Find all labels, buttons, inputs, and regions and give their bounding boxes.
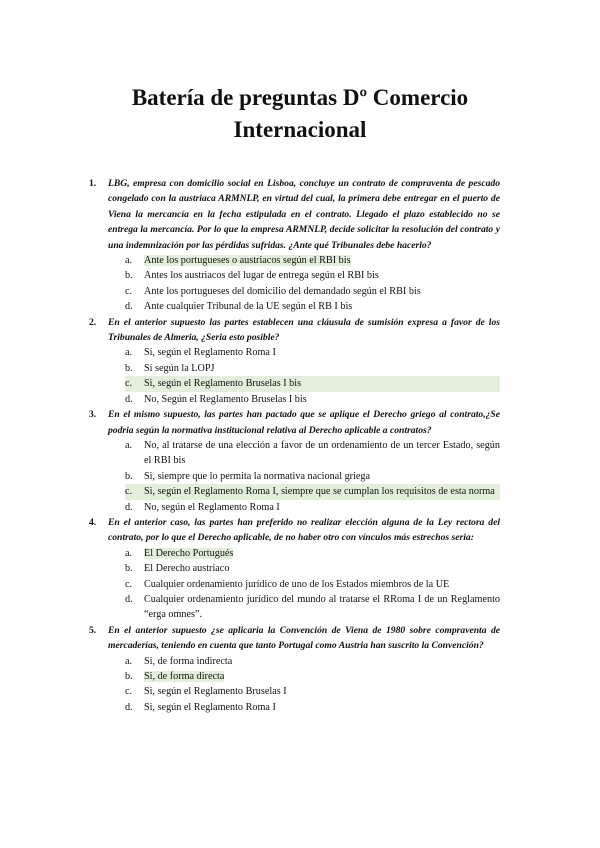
option-text: Si, de forma indirecta <box>144 655 233 667</box>
page-title <box>0 82 600 146</box>
option-letter: d. <box>125 593 133 605</box>
option-4c <box>125 577 500 592</box>
question-text: En el mismo supuesto, las partes han pactado que se aplique el Derecho griego al contrato,¿Se podria según la normativa institucional relativa al Derecho aplicable a contratos? <box>108 409 500 436</box>
option-letter: d. <box>125 701 133 713</box>
option-5a <box>125 654 500 669</box>
question-number: 3. <box>89 409 97 421</box>
option-list <box>108 438 500 515</box>
option-2c <box>125 376 500 391</box>
option-text: Si, según el Reglamento Bruselas I <box>144 686 287 698</box>
option-2a <box>125 345 500 360</box>
option-text: Si, según el Reglamento Roma I <box>144 701 276 713</box>
option-letter: c. <box>125 486 133 498</box>
option-1b <box>125 268 500 283</box>
option-letter: b. <box>125 362 133 374</box>
option-letter: b. <box>125 270 133 282</box>
option-2b <box>125 361 500 376</box>
highlighted-answer: El Derecho Portugués <box>144 547 234 559</box>
question-number: 1. <box>89 178 97 189</box>
option-letter: d. <box>125 501 133 513</box>
option-text: No, Según el Reglamento Bruselas I bis <box>144 393 307 405</box>
option-text: El Derecho austriaco <box>144 563 230 575</box>
option-text: Si según la LOPJ <box>144 362 215 374</box>
option-3c <box>125 484 500 499</box>
option-list <box>108 253 500 315</box>
option-letter: c. <box>125 578 133 590</box>
option-text: Si, siempre que lo permita la normativa nacional griega <box>144 470 371 482</box>
question-number: 2. <box>89 316 97 328</box>
option-letter: c. <box>125 378 133 390</box>
question-4 <box>89 515 500 623</box>
option-5b <box>125 669 500 684</box>
option-text: Si, según el Reglamento Roma I <box>144 347 276 359</box>
option-list <box>108 345 500 407</box>
option-text: Ante los portugueses del domicilio del demandado según el RBI bis <box>144 285 421 297</box>
option-letter: a. <box>125 547 133 559</box>
option-3a <box>125 438 500 469</box>
option-letter: d. <box>125 301 133 313</box>
option-letter: a. <box>125 347 133 359</box>
option-3b <box>125 469 500 484</box>
option-letter: c. <box>125 686 133 698</box>
question-3 <box>89 407 500 515</box>
option-3d <box>125 500 500 515</box>
option-4d <box>125 592 500 623</box>
option-1d <box>125 299 500 314</box>
option-text: Cualquier ordenamiento jurídico de uno de los Estados miembros de la UE <box>144 578 450 590</box>
option-letter: b. <box>125 470 133 482</box>
question-1 <box>89 176 500 315</box>
option-5c <box>125 684 500 699</box>
question-5 <box>89 623 500 715</box>
highlighted-answer: Si, según el Reglamento Bruselas I bis <box>144 378 302 390</box>
highlighted-answer: Ante los portugueses o austriacos según el RBI bis <box>144 255 351 267</box>
option-letter: a. <box>125 655 133 667</box>
option-text: Ante cualquier Tribunal de la UE según el RB I bis <box>144 301 353 313</box>
question-text: LBG, empresa con domicilio social en Lisboa, concluye un contrato de compraventa de pescado congelado con la austriaca ARMNLP, en virtud del cual, la primera debe entregar en el puerto de Viena la mercancía en la fecha estipulada en el contrato. Llegado el plazo establecido no se entrega la mercancía. Por lo que la empresa ARMNLP, decide solicitar la resolución del contrato y una indemnización por las pérdidas sufridas. ¿Ante qué Tribunales debe hacerlo? <box>108 178 500 251</box>
page-title-line-2: Internacional <box>233 117 367 142</box>
option-text: No, según el Reglamento Roma I <box>144 501 280 513</box>
question-list <box>89 176 500 715</box>
highlighted-answer: Si, según el Reglamento Roma I, siempre que se cumplan los requisitos de esta norma <box>144 486 495 498</box>
option-text: Antes los austriacos del lugar de entrega según el RBI bis <box>144 270 379 282</box>
question-text: En el anterior supuesto las partes establecen una cláusula de sumisión expresa a favor de los Tribunales de Almeria, ¿Seria esto posible? <box>108 316 500 344</box>
option-letter: a. <box>125 255 133 267</box>
option-4a <box>125 546 500 561</box>
option-letter: b. <box>125 563 133 575</box>
option-text: Cualquier ordenamiento jurídico del mundo al tratarse el RRoma I de un Reglamento “erga omnes”. <box>144 593 500 621</box>
option-2d <box>125 392 500 407</box>
option-5d <box>125 700 500 715</box>
option-list <box>108 654 500 716</box>
question-2 <box>89 315 500 407</box>
option-list <box>108 546 500 623</box>
option-letter: b. <box>125 671 133 682</box>
option-text: No, al tratarse de una elección a favor de un ordenamiento de un tercer Estado, según el RBI bis <box>144 439 500 467</box>
page-title-line-1: Batería de preguntas Dº Comercio <box>131 85 469 110</box>
option-1a <box>125 253 500 268</box>
option-4b <box>125 561 500 576</box>
option-letter: a. <box>125 439 133 451</box>
option-letter: c. <box>125 285 133 297</box>
question-number: 5. <box>89 624 97 636</box>
question-text: En el anterior supuesto ¿se aplicaria la Convención de Viena de 1980 sobre compraventa de mercaderías, teniendo en cuenta que tanto Portugal como Austria han suscrito la Convención? <box>108 624 500 652</box>
option-1c <box>125 284 500 299</box>
highlighted-answer: Si, de forma directa <box>144 671 225 682</box>
option-letter: d. <box>125 393 133 405</box>
question-text: En el anterior caso, las partes han preferido no realizar elección alguna de la Ley rectora del contrato, por lo que el Derecho aplicable, de no haber otro con vínculos más estrechos seria: <box>108 516 500 544</box>
question-number: 4. <box>89 516 97 528</box>
